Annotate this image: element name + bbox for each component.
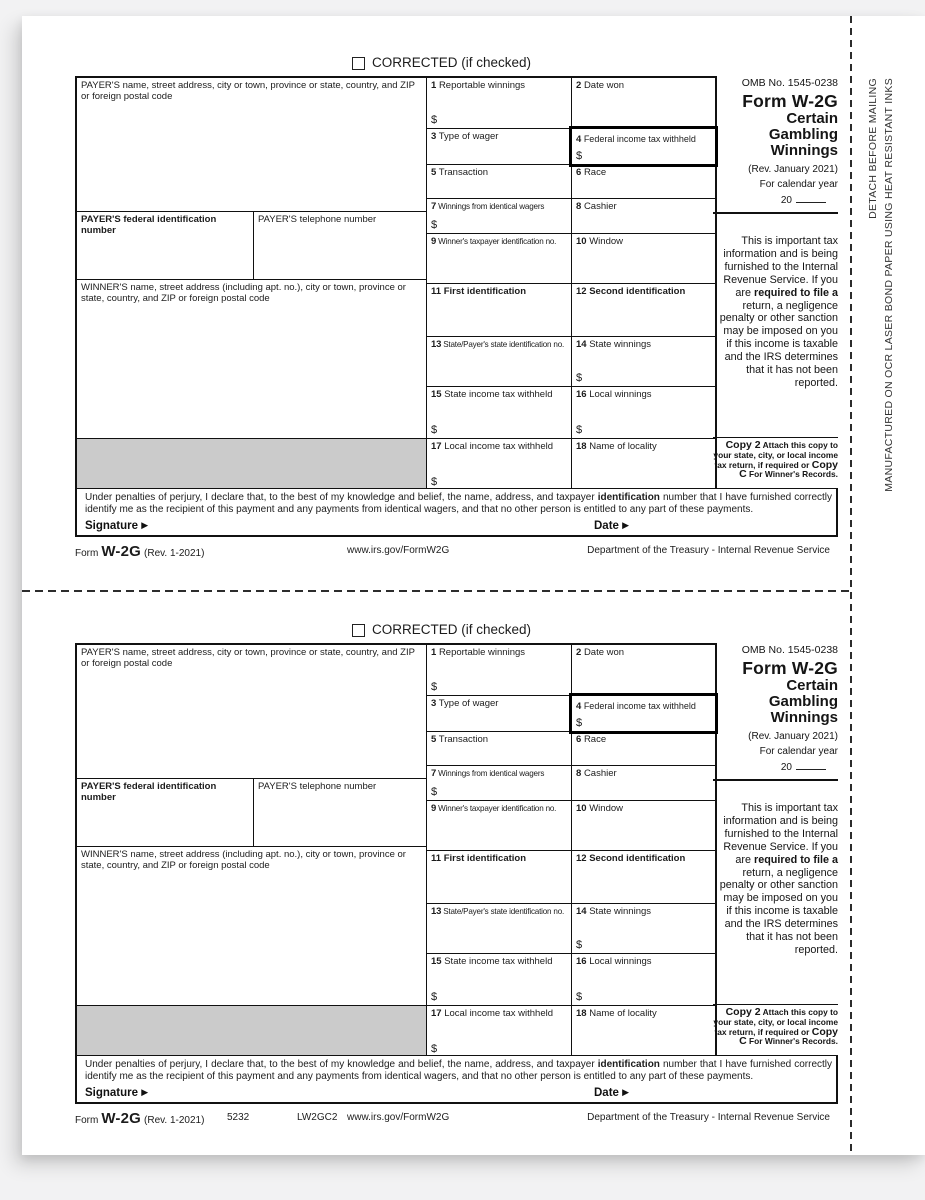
box-18-name-of-locality[interactable]: 18 Name of locality (576, 441, 657, 452)
corrected-checkbox[interactable] (352, 624, 365, 637)
important-tax-info: This is important tax information and is being furnished to the Internal Revenue Service. If you are required to file a return, a negligence penalty or other sanction may be imposed on you if this income is taxable and the IRS determines that it has not been reported. (719, 235, 838, 389)
revision-note: (Rev. January 2021) (748, 164, 838, 175)
payer-address-label: PAYER'S name, street address, city or town, province or state, country, and ZIP or foreign postal code (81, 80, 415, 102)
box-6-race[interactable]: 6 Race (572, 732, 715, 766)
currency-symbol: $ (576, 424, 583, 436)
date-label: Date ▶ (594, 520, 630, 532)
payer-telephone-field[interactable] (254, 779, 427, 847)
date-label: Date ▶ (594, 1087, 630, 1099)
horizontal-perforation-line (22, 590, 851, 592)
payer-federal-id-field[interactable] (77, 779, 254, 847)
currency-symbol: $ (431, 424, 438, 436)
form-header (715, 644, 838, 773)
winner-address-field[interactable] (77, 280, 427, 439)
box-3-type-of-wager[interactable]: 3 Type of wager (427, 696, 572, 732)
year-blank-line[interactable] (796, 760, 826, 770)
form-subtitle-line1: Certain (786, 677, 838, 694)
calendar-year-label: For calendar year (759, 179, 838, 190)
currency-symbol: $ (431, 991, 438, 1003)
currency-symbol: $ (576, 372, 583, 384)
paper-sheet (22, 16, 925, 1155)
payer-telephone-label: PAYER'S telephone number (258, 214, 377, 225)
winner-address-label: WINNER'S name, street address (including apt. no.), city or town, province or state, country, and ZIP or foreign postal code (81, 849, 406, 871)
payer-address-field[interactable] (77, 645, 427, 779)
footer-form-name: W-2G (101, 543, 142, 560)
form-subtitle-line2: Gambling (768, 693, 838, 710)
box-11-first-identification[interactable]: 11 First identification (427, 851, 572, 904)
box-15-state-income-tax-withheld[interactable]: 15 State income tax withheld $ (427, 954, 572, 1006)
box-9-winner-tin[interactable]: 9 Winner's taxpayer identification no. (427, 801, 572, 851)
box-1-reportable-winnings[interactable]: 1 Reportable winnings $ (427, 645, 572, 696)
header-divider-line (713, 779, 838, 781)
box-9-winner-tin[interactable]: 9 Winner's taxpayer identification no. (427, 234, 572, 284)
box-18-name-of-locality[interactable]: 18 Name of locality (576, 1008, 657, 1019)
payer-federal-id-label: PAYER'S federal identification number (81, 214, 217, 236)
box-4-federal-income-tax-withheld[interactable]: 4 Federal income tax withheld $ (572, 696, 715, 732)
copy2-instructions: Copy 2 Attach this copy to your state, city, or local income tax return, if required or Copy C For Winner's Records. (713, 439, 838, 481)
date-arrow-icon: ▶ (622, 520, 630, 530)
currency-symbol: $ (431, 786, 438, 798)
box-14-state-winnings[interactable]: 14 State winnings $ (572, 904, 715, 954)
box-7-winnings-identical-wagers[interactable]: 7 Winnings from identical wagers $ (427, 766, 572, 801)
form-subtitle-line2: Gambling (768, 126, 838, 143)
box-16-local-winnings[interactable]: 16 Local winnings $ (572, 387, 715, 439)
treasury-agency-label: Department of the Treasury - Internal Revenue Service (587, 545, 830, 556)
detach-before-mailing-text: DETACH BEFORE MAILING (867, 78, 879, 219)
box-3-type-of-wager[interactable]: 3 Type of wager (427, 129, 572, 165)
vertical-perforation-line (850, 16, 852, 1155)
treasury-agency-label: Department of the Treasury - Internal Revenue Service (587, 1112, 830, 1123)
signature-label: Signature ▶ (85, 1087, 149, 1099)
calendar-year-label: For calendar year (759, 746, 838, 757)
currency-symbol: $ (576, 717, 583, 729)
box-13-state-payer-id[interactable]: 13 State/Payer's state identification no. (427, 337, 572, 387)
signature-label: Signature ▶ (85, 520, 149, 532)
form-subtitle-line3: Winnings (770, 709, 838, 726)
box-11-first-identification[interactable]: 11 First identification (427, 284, 572, 337)
w2g-form-copy (75, 622, 838, 1127)
box-5-transaction[interactable]: 5 Transaction (427, 165, 572, 199)
perjury-section (75, 1055, 838, 1104)
signature-arrow-icon: ▶ (141, 520, 149, 530)
corrected-row (75, 622, 713, 640)
header-divider-line (713, 212, 838, 214)
corrected-row (75, 55, 713, 73)
payer-address-label: PAYER'S name, street address, city or town, province or state, country, and ZIP or foreign postal code (81, 647, 415, 669)
important-tax-info: This is important tax information and is being furnished to the Internal Revenue Service. If you are required to file a return, a negligence penalty or other sanction may be imposed on you if this income is taxable and the IRS determines that it has not been reported. (719, 802, 838, 956)
box-13-state-payer-id[interactable]: 13 State/Payer's state identification no. (427, 904, 572, 954)
paper-manufacture-text: MANUFACTURED ON OCR LASER BOND PAPER USING HEAT RESISTANT INKS (883, 78, 895, 492)
box-6-race[interactable]: 6 Race (572, 165, 715, 199)
print-code-number: 5232 (227, 1112, 250, 1123)
footer-form-id: Form W-2G (Rev. 1-2021) (75, 1110, 205, 1127)
payer-federal-id-label: PAYER'S federal identification number (81, 781, 217, 803)
currency-symbol: $ (576, 939, 583, 951)
form-title: Form W-2G (742, 658, 838, 678)
w2g-form-copy (75, 55, 838, 560)
payer-telephone-field[interactable] (254, 212, 427, 280)
form-title: Form W-2G (742, 91, 838, 111)
form-header (715, 77, 838, 206)
currency-symbol: $ (576, 150, 583, 162)
form-grid (75, 76, 717, 492)
form-footer (75, 541, 838, 559)
corrected-checkbox[interactable] (352, 57, 365, 70)
box-8-cashier[interactable]: 8 Cashier (572, 199, 715, 234)
box-17-local-income-tax-withheld[interactable]: 17 Local income tax withheld $ (427, 1006, 572, 1057)
corrected-label: CORRECTED (if checked) (372, 622, 532, 637)
box-15-state-income-tax-withheld[interactable]: 15 State income tax withheld $ (427, 387, 572, 439)
print-code-sku: LW2GC2 (297, 1112, 338, 1123)
currency-symbol: $ (431, 476, 438, 488)
date-arrow-icon: ▶ (622, 1087, 630, 1097)
calendar-year-entry[interactable]: 20 (715, 193, 838, 206)
currency-symbol: $ (431, 681, 438, 693)
footer-form-name: W-2G (101, 1110, 142, 1127)
box-14-state-winnings[interactable]: 14 State winnings $ (572, 337, 715, 387)
box-4-federal-income-tax-withheld[interactable]: 4 Federal income tax withheld $ (572, 129, 715, 165)
box-16-local-winnings[interactable]: 16 Local winnings $ (572, 954, 715, 1006)
box-17-local-income-tax-withheld[interactable]: 17 Local income tax withheld $ (427, 439, 572, 490)
currency-symbol: $ (431, 114, 438, 126)
revision-note: (Rev. January 2021) (748, 731, 838, 742)
calendar-year-entry[interactable]: 20 (715, 760, 838, 773)
winner-address-field[interactable] (77, 847, 427, 1006)
payer-telephone-label: PAYER'S telephone number (258, 781, 377, 792)
payer-federal-id-field[interactable] (77, 212, 254, 280)
form-subtitle-line3: Winnings (770, 142, 838, 159)
box-2-date-won[interactable]: 2 Date won (572, 78, 715, 129)
currency-symbol: $ (431, 219, 438, 231)
form-footer (75, 1108, 838, 1126)
box-8-cashier[interactable]: 8 Cashier (572, 766, 715, 801)
corrected-label: CORRECTED (if checked) (372, 55, 532, 70)
perjury-statement: Under penalties of perjury, I declare that, to the best of my knowledge and belief, the name, address, and taxpayer identification number that I have furnished correctly identify me as the recipient of this payment and any payments from identical wagers, and that no other person is entitled to any part of these payments. (85, 1059, 833, 1082)
shaded-area (77, 439, 427, 490)
irs-url[interactable]: www.irs.gov/FormW2G (347, 1112, 450, 1123)
currency-symbol: $ (431, 1043, 438, 1055)
perjury-statement: Under penalties of perjury, I declare that, to the best of my knowledge and belief, the name, address, and taxpayer identification number that I have furnished correctly identify me as the recipient of this payment and any payments from identical wagers, and that no other person is entitled to any part of these payments. (85, 492, 833, 515)
footer-form-id: Form W-2G (Rev. 1-2021) (75, 543, 205, 560)
copy2-instructions: Copy 2 Attach this copy to your state, city, or local income tax return, if required or Copy C For Winner's Records. (713, 1006, 838, 1048)
perjury-section (75, 488, 838, 537)
payer-address-field[interactable] (77, 78, 427, 212)
signature-arrow-icon: ▶ (141, 1087, 149, 1097)
currency-symbol: $ (576, 991, 583, 1003)
form-grid (75, 643, 717, 1059)
irs-url[interactable]: www.irs.gov/FormW2G (347, 545, 450, 556)
winner-address-label: WINNER'S name, street address (including apt. no.), city or town, province or state, country, and ZIP or foreign postal code (81, 282, 406, 304)
shaded-area (77, 1006, 427, 1057)
form-subtitle-line1: Certain (786, 110, 838, 127)
omb-number: OMB No. 1545-0238 (741, 77, 838, 89)
box-12-second-identification[interactable]: 12 Second identification (572, 284, 715, 337)
box-12-second-identification[interactable]: 12 Second identification (572, 851, 715, 904)
box-10-window[interactable]: 10 Window (572, 801, 715, 851)
omb-number: OMB No. 1545-0238 (741, 644, 838, 656)
box-7-winnings-identical-wagers[interactable]: 7 Winnings from identical wagers $ (427, 199, 572, 234)
box-5-transaction[interactable]: 5 Transaction (427, 732, 572, 766)
box-10-window[interactable]: 10 Window (572, 234, 715, 284)
box-2-date-won[interactable]: 2 Date won (572, 645, 715, 696)
year-blank-line[interactable] (796, 193, 826, 203)
box-1-reportable-winnings[interactable]: 1 Reportable winnings $ (427, 78, 572, 129)
